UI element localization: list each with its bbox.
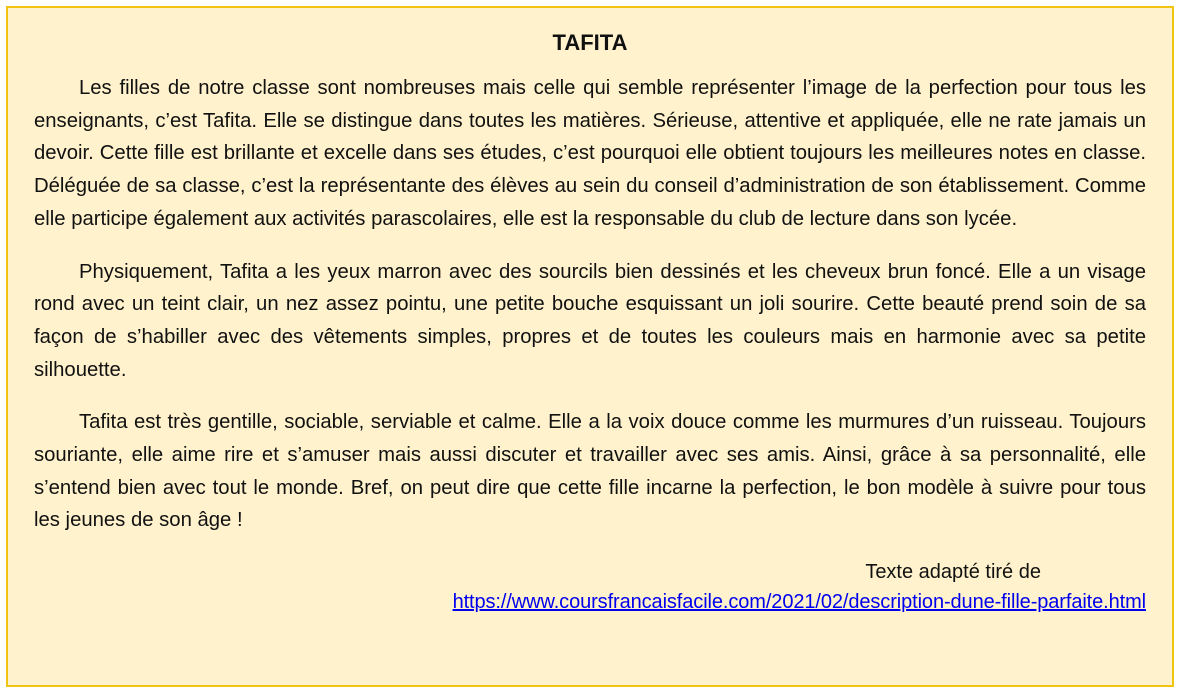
paragraph-1: Les filles de notre classe sont nombreuses mais celle qui semble représenter l’image de la perfection pour tous les enseignants, c’est Tafita. Elle se distingue dans toutes les matières. Sérieuse, attentive et appliquée, elle ne rate jamais un devoir. Cette fille est brillante et excelle dans ses études, c’est pourquoi elle obtient toujours les meilleures notes en classe. Déléguée de sa classe, c’est la représentante des élèves au sein du conseil d’administration de son établissement. Comme elle participe également aux activités parascolaires, elle est la responsable du club de lecture dans son lycée. (34, 77, 1146, 230)
source-link[interactable]: https://www.coursfrancaisfacile.com/2021/02/description-dune-fille-parfaite.html (452, 591, 1146, 614)
source-label: Texte adapté tiré de (865, 561, 1041, 584)
text-box (6, 6, 1174, 687)
text-title: TAFITA (552, 30, 628, 55)
paragraph-2: Physiquement, Tafita a les yeux marron avec des sourcils bien dessinés et les cheveux brun foncé. Elle a un visage rond avec un teint clair, un nez assez pointu, une petite bouche esquissant un joli sourire. Cette beauté prend soin de sa façon de s’habiller avec des vêtements simples, propres et de toutes les couleurs mais en harmonie avec sa petite silhouette. (34, 260, 1146, 381)
paragraph-3: Tafita est très gentille, sociable, serviable et calme. Elle a la voix douce comme les murmures d’un ruisseau. Toujours souriante, elle aime rire et s’amuser mais aussi discuter et travailler avec ses amis. Ainsi, grâce à sa personnalité, elle s’entend bien avec tout le monde. Bref, on peut dire que cette fille incarne la perfection, le bon modèle à suivre pour tous les jeunes de son âge ! (34, 411, 1146, 532)
source-citation (34, 557, 1146, 617)
